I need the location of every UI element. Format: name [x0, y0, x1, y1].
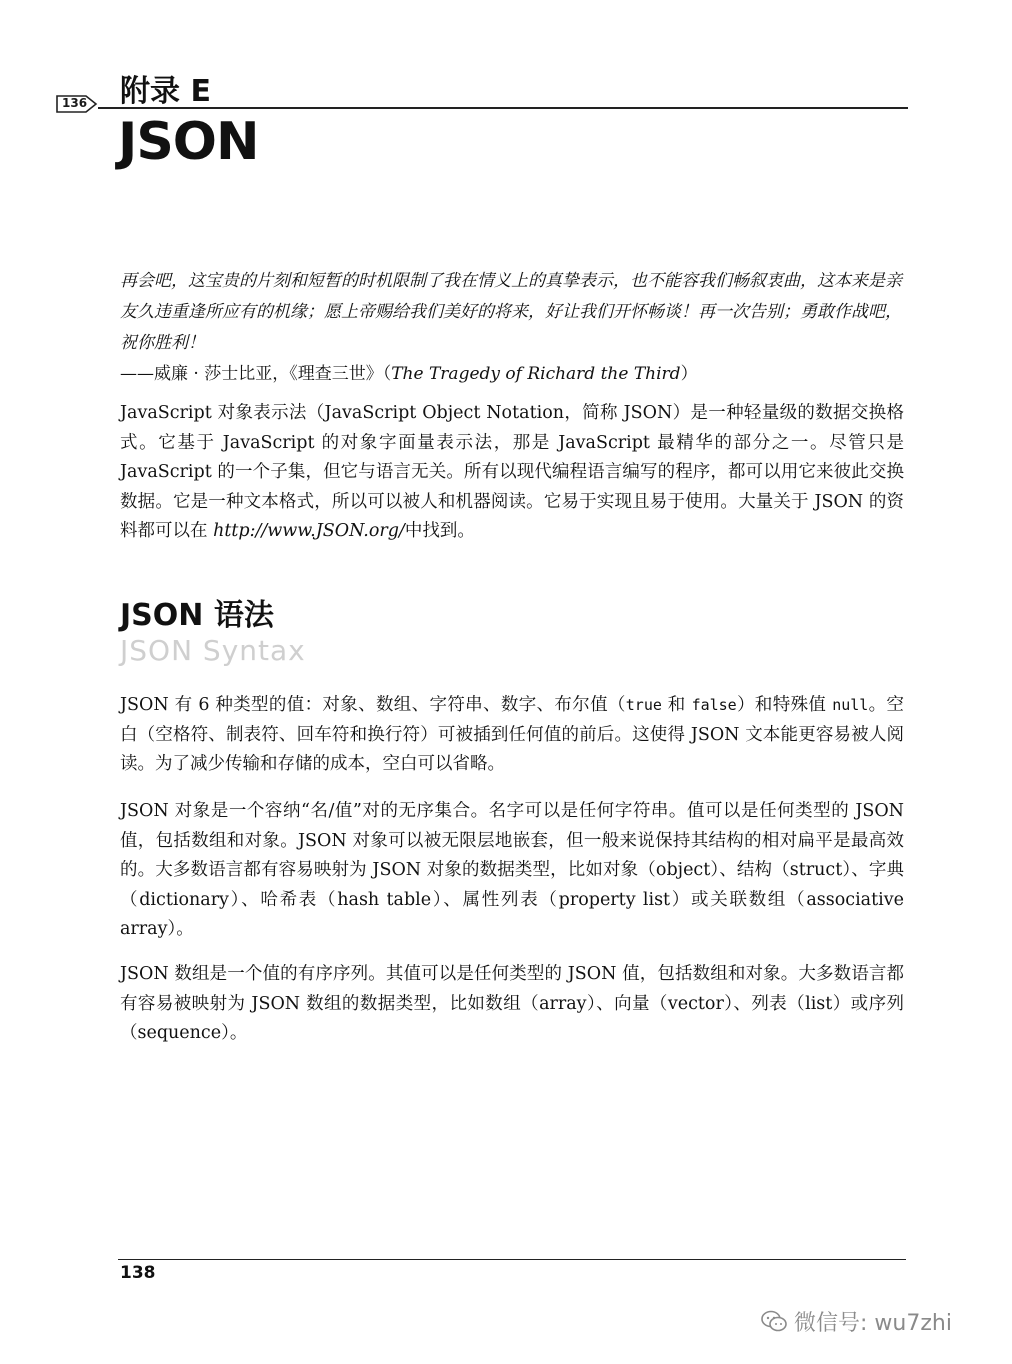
intro-paragraph — [120, 399, 904, 547]
epigraph-quote: 再会吧，这宝贵的片刻和短暂的时机限制了我在情义上的真挚表示，也不能容我们畅叙衷曲，这本来是亲友久违重逢所应有的机缘；愿上帝赐给我们美好的将来，好让我们开怀畅谈！再一次告别；勇敢作战吧，祝你胜利！ — [120, 271, 902, 353]
epigraph — [120, 266, 910, 390]
footer-rule — [118, 1259, 906, 1260]
chapter-title: JSON — [118, 112, 259, 172]
syntax-paragraph-2 — [120, 797, 904, 945]
intro-url: http://www.JSON.org/ — [213, 521, 405, 541]
syntax-paragraph-3 — [120, 960, 904, 1049]
section-subtitle: JSON Syntax — [120, 634, 306, 667]
para1-text-c: ）和特殊值 — [736, 695, 833, 715]
section-title: JSON 语法 — [120, 598, 274, 633]
attribution-suffix: ） — [680, 364, 698, 384]
keyword-null: null — [832, 696, 869, 714]
page-number: 138 — [120, 1263, 156, 1283]
syntax-paragraph-1 — [120, 691, 904, 780]
intro-text-b: 中找到。 — [404, 521, 475, 541]
margin-page-tab — [56, 94, 98, 114]
watermark-text: 微信号: wu7zhi — [794, 1310, 952, 1336]
intro-text-a: JavaScript 对象表示法（JavaScript Object Notation，简称 JSON）是一种轻量级的数据交换格式。它基于 JavaScript 的对象字面量表示法，那是 JavaScript 最精华的部分之一。尽管只是 JavaScript 的一个子集，但它与语言无关。所有以现代编程语言编写的程序，都可以用它来彼此交换数据。它是一种文本格式，所以可以被人和机器阅读。它易于实现且易于使用。大量关于 JSON 的资料都可以在 — [120, 403, 904, 541]
margin-tab-number: 136 — [62, 96, 88, 110]
para1-text-d: 。空白（空格符、制表符、回车符和换行符）可被插到任何值的前后。这使得 JSON 文本能更容易被人阅读。为了减少传输和存储的成本，空白可以省略。 — [120, 695, 904, 774]
wechat-watermark — [760, 1306, 952, 1336]
wechat-icon — [760, 1309, 788, 1333]
para1-text-a: JSON 有 6 种类型的值：对象、数组、字符串、数字、布尔值（ — [120, 695, 626, 715]
para2-text: JSON 对象是一个容纳“名/值”对的无序集合。名字可以是任何字符串。值可以是任何类型的 JSON 值，包括数组和对象。JSON 对象可以被无限层地嵌套，但一般来说保持其结构的相对扁平是最高效的。大多数语言都有容易映射为 JSON 对象的数据类型，比如对象（object）、结构（struct）、字典（dictionary）、哈希表（hash table）、属性列表（property list）或关联数组（associative array）。 — [120, 801, 904, 939]
appendix-label: 附录 E — [120, 74, 211, 109]
epigraph-attribution — [120, 359, 910, 390]
keyword-true: true — [625, 696, 662, 714]
attribution-title: The Tragedy of Richard the Third — [391, 364, 681, 384]
attribution-prefix: ——威廉 · 莎士比亚，《理查三世》（ — [120, 364, 392, 384]
keyword-false: false — [691, 696, 737, 714]
para1-text-b: 和 — [661, 695, 692, 715]
header-rule — [98, 107, 908, 109]
para3-text: JSON 数组是一个值的有序序列。其值可以是任何类型的 JSON 值，包括数组和对象。大多数语言都有容易被映射为 JSON 数组的数据类型，比如数组（array）、向量（vector）、列表（list）或序列（sequence）。 — [120, 964, 904, 1043]
